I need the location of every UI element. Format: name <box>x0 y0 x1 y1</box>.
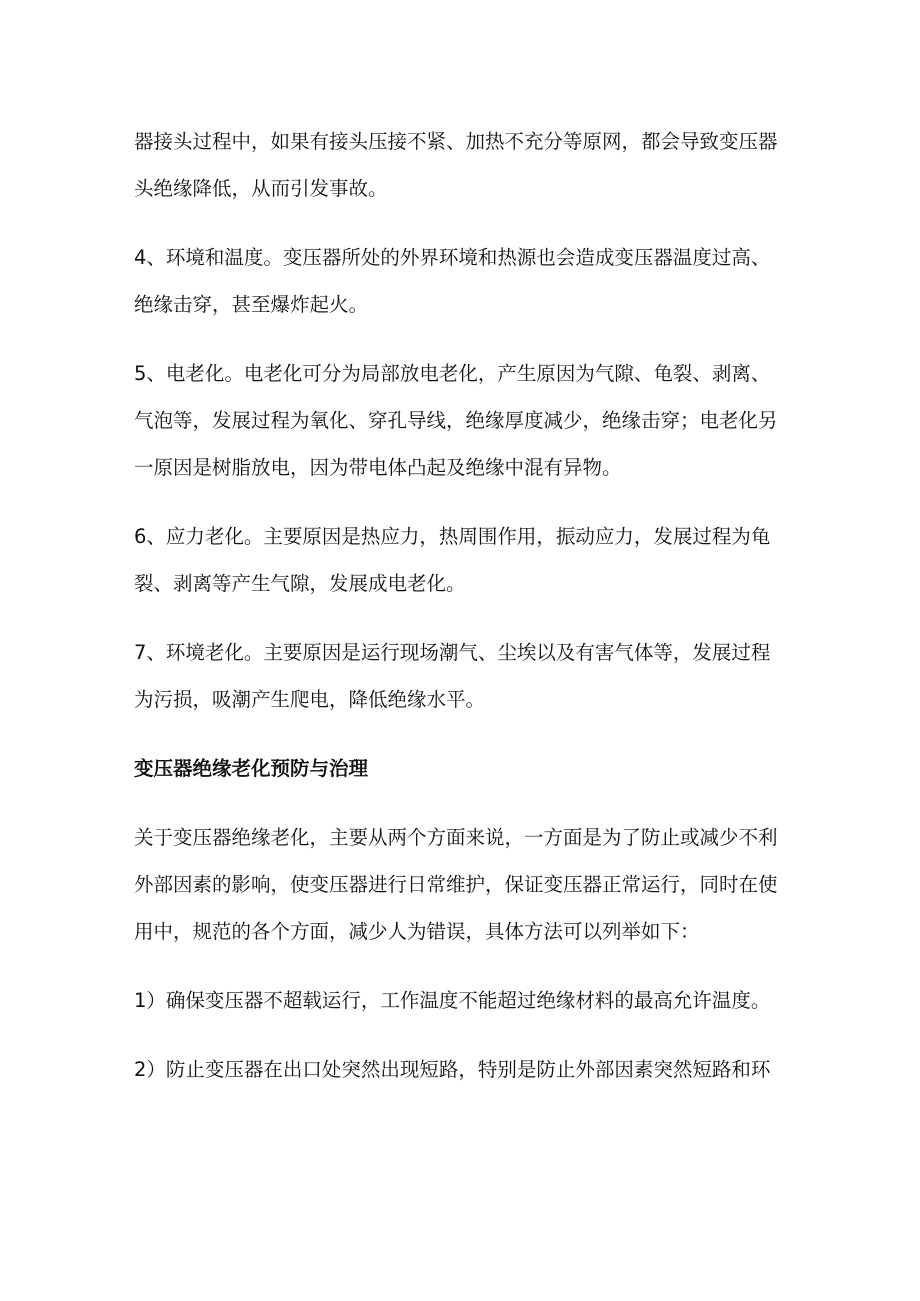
paragraph-prevention-intro <box>134 814 809 955</box>
text-line: 外部因素的影响，使变压器进行日常维护，保证变压器正常运行，同时在使 <box>134 873 778 896</box>
text-line: 1）确保变压器不超载运行，工作温度不能超过绝缘材料的最高允许温度。 <box>134 989 771 1012</box>
text-line: 为污损，吸潮产生爬电，降低绝缘水平。 <box>134 688 486 711</box>
paragraph-item-5-electrical-aging <box>134 350 809 491</box>
paragraph-measure-2 <box>134 1046 809 1093</box>
text-line: 6、应力老化。主要原因是热应力，热周围作用，振动应力，发展过程为龟 <box>134 525 771 548</box>
paragraph-item-7-environmental-aging <box>134 629 809 723</box>
text-line: 2）防止变压器在出口处突然出现短路，特别是防止外部因素突然短路和环 <box>134 1058 771 1081</box>
text-line: 4、环境和温度。变压器所处的外界环境和热源也会造成变压器温度过高、 <box>134 246 771 269</box>
paragraph-item-4-environment-temperature <box>134 234 809 328</box>
paragraph-item-6-stress-aging <box>134 513 809 607</box>
text-line: 关于变压器绝缘老化，主要从两个方面来说，一方面是为了防止或减少不利 <box>134 826 778 849</box>
text-line: 头绝缘降低，从而引发事故。 <box>134 177 388 200</box>
text-line: 7、环境老化。主要原因是运行现场潮气、尘埃以及有害气体等，发展过程 <box>134 641 771 664</box>
text-line: 5、电老化。电老化可分为局部放电老化，产生原因为气隙、龟裂、剥离、 <box>134 362 771 385</box>
text-line: 裂、剥离等产生气隙，发展成电老化。 <box>134 572 466 595</box>
text-line: 用中，规范的各个方面，减少人为错误，具体方法可以列举如下： <box>134 920 700 943</box>
text-line: 一原因是树脂放电，因为带电体凸起及绝缘中混有异物。 <box>134 456 622 479</box>
text-line: 气泡等，发展过程为氧化、穿孔导线，绝缘厚度减少，绝缘击穿；电老化另 <box>134 409 778 432</box>
document-body <box>134 118 809 1115</box>
text-line: 器接头过程中，如果有接头压接不紧、加热不充分等原网，都会导致变压器 <box>134 130 778 153</box>
paragraph-joint-pressing <box>134 118 809 212</box>
section-heading: 变压器绝缘老化预防与治理 <box>134 757 369 780</box>
paragraph-measure-1 <box>134 977 809 1024</box>
text-line: 绝缘击穿，甚至爆炸起火。 <box>134 293 369 316</box>
